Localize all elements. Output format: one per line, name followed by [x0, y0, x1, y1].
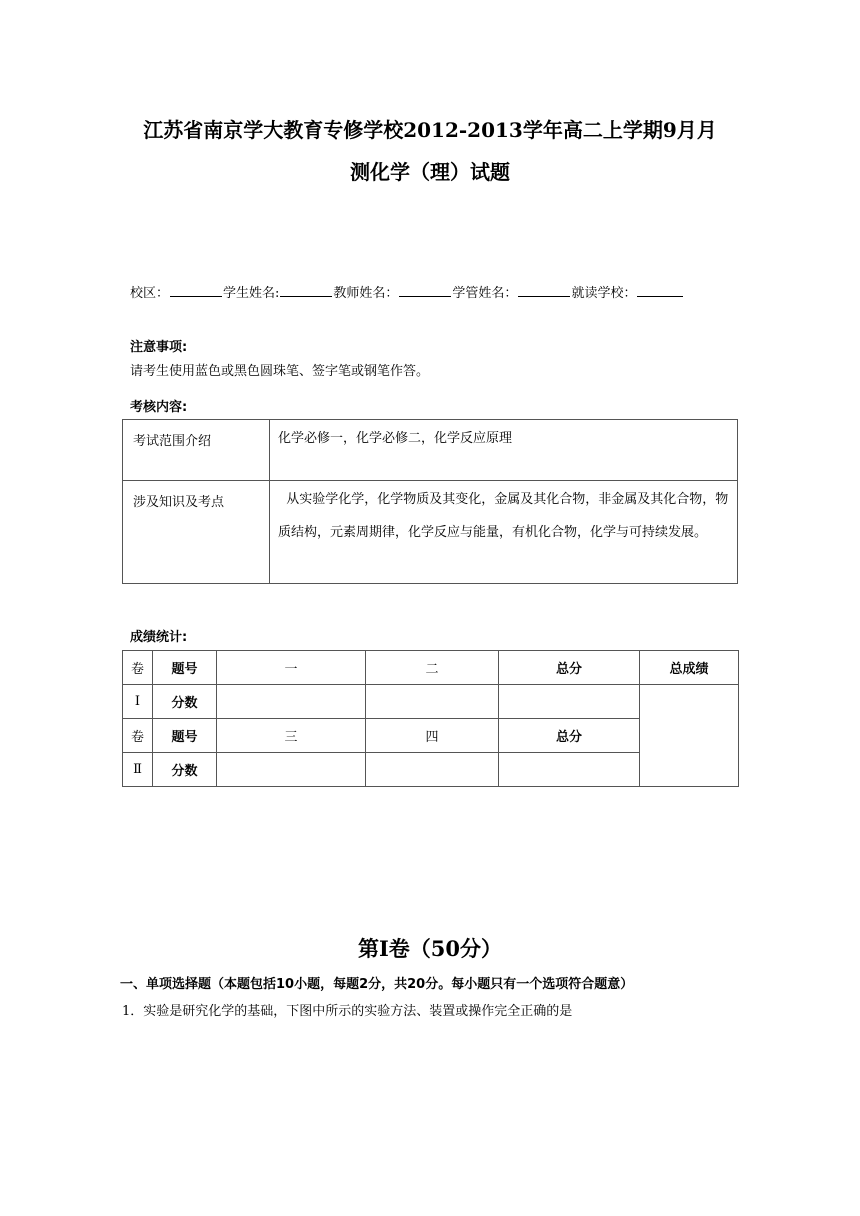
school-blank[interactable]	[637, 284, 683, 297]
vol1-question-label: 题号	[153, 651, 217, 685]
vol1-char-top: 卷	[123, 651, 153, 685]
vol2-char-top: 卷	[123, 719, 153, 753]
vol2-question-3: 三	[217, 719, 366, 753]
teacher-name-blank[interactable]	[399, 284, 451, 297]
knowledge-points-label: 涉及知识及考点	[123, 481, 270, 584]
content-heading: 考核内容:	[130, 400, 188, 415]
table-row	[123, 685, 739, 719]
table-row	[123, 420, 738, 481]
notice-text: 请考生使用蓝色或黑色圆珠笔、签字笔或钢笔作答。	[130, 364, 430, 379]
school-label: 就读学校：	[571, 286, 637, 301]
document-title-line2: 测化学（理）试题	[350, 160, 510, 184]
campus-blank[interactable]	[170, 284, 222, 297]
exam-content-table	[122, 419, 738, 584]
table-row	[123, 651, 739, 685]
student-name-blank[interactable]	[280, 284, 332, 297]
notice-heading: 注意事项:	[130, 340, 188, 355]
vol2-question-label: 题号	[153, 719, 217, 753]
knowledge-points-value: 从实验学化学，化学物质及其变化，金属及其化合物，非金属及其化合物，物质结构，元素周期律，化学反应与能量，有机化合物，化学与可持续发展。	[270, 481, 738, 584]
vol1-question-1: 一	[217, 651, 366, 685]
section-title: 第Ⅰ卷（50分）	[357, 936, 503, 961]
vol2-score-label: 分数	[153, 753, 217, 787]
vol1-subtotal-cell[interactable]	[499, 685, 640, 719]
vol2-subtotal-label: 总分	[499, 719, 640, 753]
info-fields-row	[130, 282, 740, 301]
scores-heading: 成绩统计:	[130, 630, 188, 645]
vol2-score-cell-1[interactable]	[217, 753, 366, 787]
vol1-score-cell-2[interactable]	[366, 685, 499, 719]
grand-total-label: 总成绩	[640, 651, 739, 685]
vol1-score-label: 分数	[153, 685, 217, 719]
table-row	[123, 481, 738, 584]
vol1-char-bottom: Ⅰ	[123, 685, 153, 719]
grand-total-cell[interactable]	[640, 685, 739, 787]
vol2-subtotal-cell[interactable]	[499, 753, 640, 787]
vol1-question-2: 二	[366, 651, 499, 685]
manager-name-label: 学管姓名：	[452, 286, 518, 301]
manager-name-blank[interactable]	[518, 284, 570, 297]
score-table	[122, 650, 739, 787]
document-title-line1: 江苏省南京学大教育专修学校2012-2013学年高二上学期9月月	[143, 118, 717, 142]
exam-scope-value: 化学必修一，化学必修二，化学反应原理	[270, 420, 738, 481]
vol2-score-cell-2[interactable]	[366, 753, 499, 787]
vol2-char-bottom: Ⅱ	[123, 753, 153, 787]
campus-label: 校区：	[130, 286, 170, 301]
student-name-label: 学生姓名:	[223, 286, 280, 301]
exam-scope-label: 考试范围介绍	[123, 420, 270, 481]
question-1-text: 1．实验是研究化学的基础，下图中所示的实验方法、装置或操作完全正确的是	[122, 1004, 573, 1019]
teacher-name-label: 教师姓名：	[333, 286, 399, 301]
vol1-subtotal-label: 总分	[499, 651, 640, 685]
vol2-question-4: 四	[366, 719, 499, 753]
vol1-score-cell-1[interactable]	[217, 685, 366, 719]
part-heading: 一、单项选择题（本题包括10小题，每题2分，共20分。每小题只有一个选项符合题意）	[120, 977, 634, 992]
